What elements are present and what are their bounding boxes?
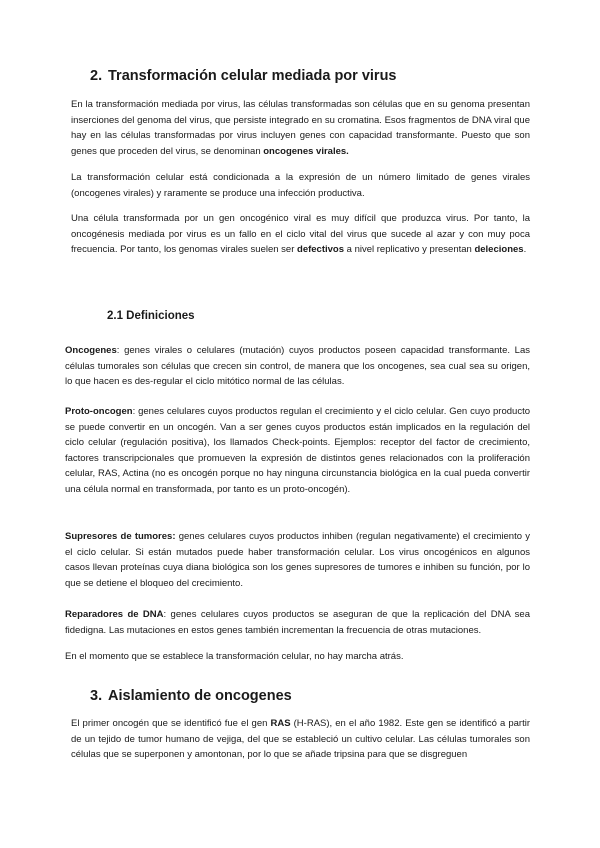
text: En la transformación mediada por virus, las células transformadas son células que en su genoma presentan inserciones del genoma del virus, que persiste integrado en su cromatina. Esos fragmentos de DNA viral que hay en las células transformadas por virus incluyen genes con capacidad transformante. Puesto que son genes que proceden del virus, se denominan [71,99,530,157]
oncogenes-definition [65,343,530,390]
definition-text: : genes celulares cuyos productos se aseguran de que la replicación del DNA sea fidedigna. Las mutaciones en estos genes también incrementan la frecuencia de otras mutaciones. [65,609,531,636]
section-2-title: Transformación celular mediada por virus [108,68,397,84]
text: (H-RAS), en el año 1982. Este gen se identificó a partir de un tejido de tumor humano de vejiga, del que se estableció un cultivo celular. Las células tumorales son células que se superponen y amontonan, por lo que se añade tripsina para que se disgreguen [71,718,530,761]
definition-text: : genes celulares cuyos productos regulan el crecimiento y el ciclo celular. Gen cuyo producto se puede convertir en un oncogén. Van a ser genes cuyos productos están implicados en la regulación del ciclo celular (regulación positiva), los llamados Check-points. Ejemplos: receptor del factor de crecimiento, factores transcripcionales que promueven la expresión de distintos genes relacionados con la proliferación celular, RAS, Actina (no es oncogén porque no hay ninguna circunstancia biológica en la cual pueda convertir una célula normal en transformada, por tanto es un proto-oncogén). [65,406,530,495]
term: Oncogenes [65,345,117,356]
proto-oncogen-definition [65,404,530,498]
section-2-paragraph-2 [71,170,530,201]
text: . [523,244,527,256]
text: En el momento que se establece la transformación celular, no hay marcha atrás. [65,651,404,662]
text: La transformación celular está condicionada a la expresión de un número limitado de genes virales (oncogenes virales) y raramente se produce una infección productiva. [71,172,530,199]
term: Proto-oncogen [65,406,133,417]
supresores-definition [65,529,530,591]
section-2-paragraph-3 [71,211,530,258]
closing-statement [65,649,530,665]
reparadores-definition [65,607,530,638]
section-3-title: Aislamiento de oncogenes [108,688,292,704]
section-2-heading [90,68,397,84]
section-2-number: 2. [90,68,103,84]
bold-term: RAS [270,718,291,729]
section-3-heading [90,688,292,704]
term: Supresores de tumores: [65,531,176,542]
section-2-paragraph-1 [71,97,530,159]
bold-term: deleciones [474,244,524,256]
section-3-paragraph-1 [71,716,530,763]
section-3-number: 3. [90,688,103,704]
text: Una célula transformada por un gen oncogénico viral es muy difícil que produzca virus. Por tanto, la oncogénesis mediada por virus es un fallo en el ciclo vital del virus que sucede al azar y con muy poca frecuencia. Por tanto, los genomas virales suelen ser [71,213,530,256]
definition-text: genes celulares cuyos productos inhiben (regulan negativamente) el crecimiento y el ciclo celular. Si están mutados puede haber transformación celular. Los virus oncogénicos en algunos casos llevan proteínas cuya diana biológica son los genes supresores de tumores e inhiben su función, por lo que se detiene el bloqueo del crecimiento. [65,531,530,589]
section-2-1-heading: 2.1 Definiciones [107,310,195,322]
text: a nivel replicativo y presentan [344,244,475,256]
bold-term: oncogenes virales. [263,145,349,157]
text: El primer oncogén que se identificó fue el gen [71,718,271,729]
term: Reparadores de DNA [65,609,164,620]
definition-text: : genes virales o celulares (mutación) cuyos productos poseen capacidad transformante. Las células tumorales son células que crecen sin control, de manera que los oncogenes, sea cual sea su origen, lo que hacen es des-regular el ciclo mitótico normal de las células. [65,345,530,388]
bold-term: defectivos [297,244,345,256]
